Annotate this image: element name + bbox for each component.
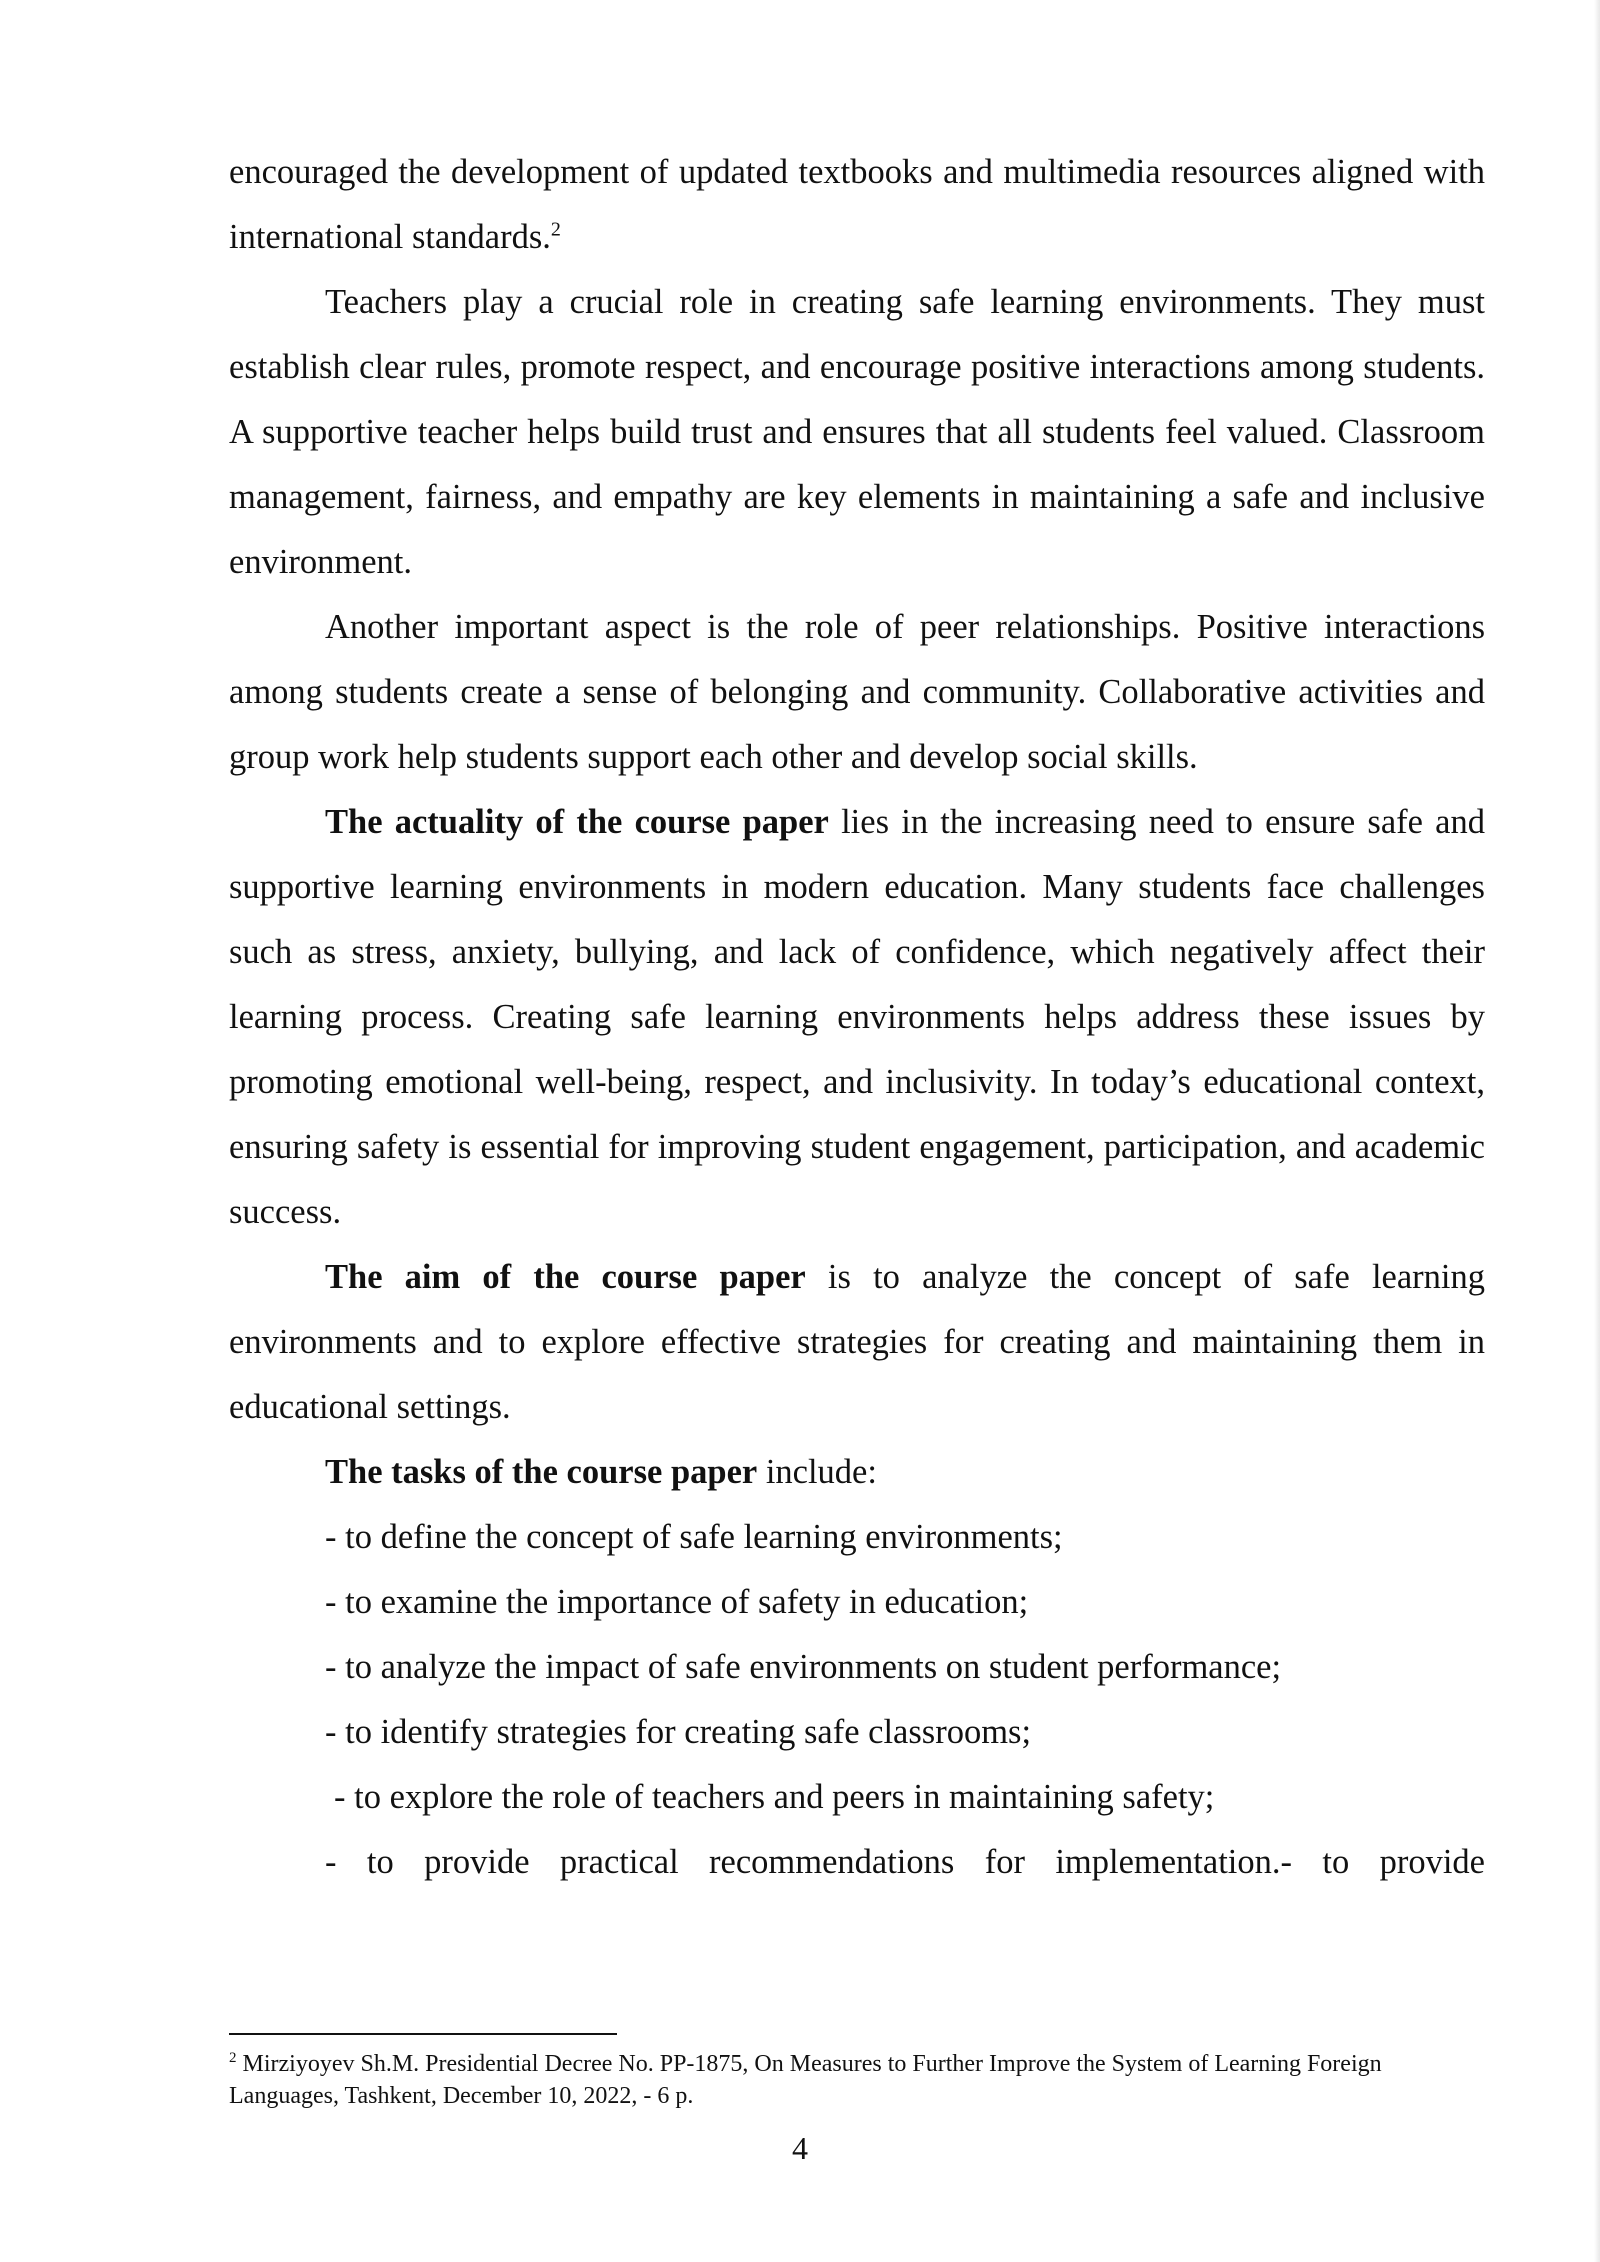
- paragraph-peer-relationships: Another important aspect is the role of peer relationships. Positive interactions among students create a sense of belonging and community. Collaborative activities and group work help students support each other and develop social skills.: [229, 608, 1485, 776]
- page-number: 4: [792, 2130, 808, 2166]
- footnote: [229, 2048, 1485, 2112]
- paragraph-tasks: The tasks of the course paper include:: [325, 1453, 877, 1491]
- list-item: - to analyze the impact of safe environments on student performance;: [325, 1648, 1282, 1686]
- footnote-number: 2: [229, 2050, 237, 2066]
- body-text: [229, 140, 1485, 1895]
- list-item: - to identify strategies for creating safe classrooms;: [325, 1713, 1032, 1751]
- page-edge-shadow: [1594, 0, 1600, 2262]
- paragraph-teachers-role: Teachers play a crucial role in creating safe learning environments. They must establish clear rules, promote respect, and encourage positive interactions among students. A supportive teacher helps build trust and ensures that all students feel valued. Classroom management, fairness, and empathy are key elements in maintaining a safe and inclusive environment.: [229, 283, 1485, 581]
- list-item: - to explore the role of teachers and peers in maintaining safety;: [334, 1778, 1215, 1816]
- list-item: - to examine the importance of safety in education;: [325, 1583, 1029, 1621]
- footnote-reference: 2: [550, 218, 561, 241]
- list-item: - to provide practical recommendations for implementation.- to provide: [325, 1843, 1485, 1881]
- footnote-separator: [229, 2033, 617, 2035]
- tasks-heading: The tasks of the course paper: [325, 1453, 758, 1491]
- footnote-text: Mirziyoyev Sh.M. Presidential Decree No. PP-1875, On Measures to Further Improve the System of Learning Foreign Languages, Tashkent, December 10, 2022, - 6 p.: [229, 2051, 1382, 2109]
- paragraph-actuality: The actuality of the course paper lies in the increasing need to ensure safe and supportive learning environments in modern education. Many students face challenges such as stress, anxiety, bullying, and lack of confidence, which negatively affect their learning process. Creating safe learning environments helps address these issues by promoting emotional well-being, respect, and inclusivity. In today’s educational context, ensuring safety is essential for improving student engagement, participation, and academic success.: [229, 803, 1485, 1231]
- aim-heading: The aim of the course paper: [325, 1258, 806, 1296]
- paragraph-aim: The aim of the course paper is to analyze the concept of safe learning environments and to explore effective strategies for creating and maintaining them in educational settings.: [229, 1258, 1485, 1426]
- paragraph-continuation: encouraged the development of updated textbooks and multimedia resources aligned with international standards.$^2$: [229, 153, 1485, 256]
- list-item: - to define the concept of safe learning environments;: [325, 1518, 1063, 1556]
- actuality-heading: The actuality of the course paper: [325, 803, 829, 841]
